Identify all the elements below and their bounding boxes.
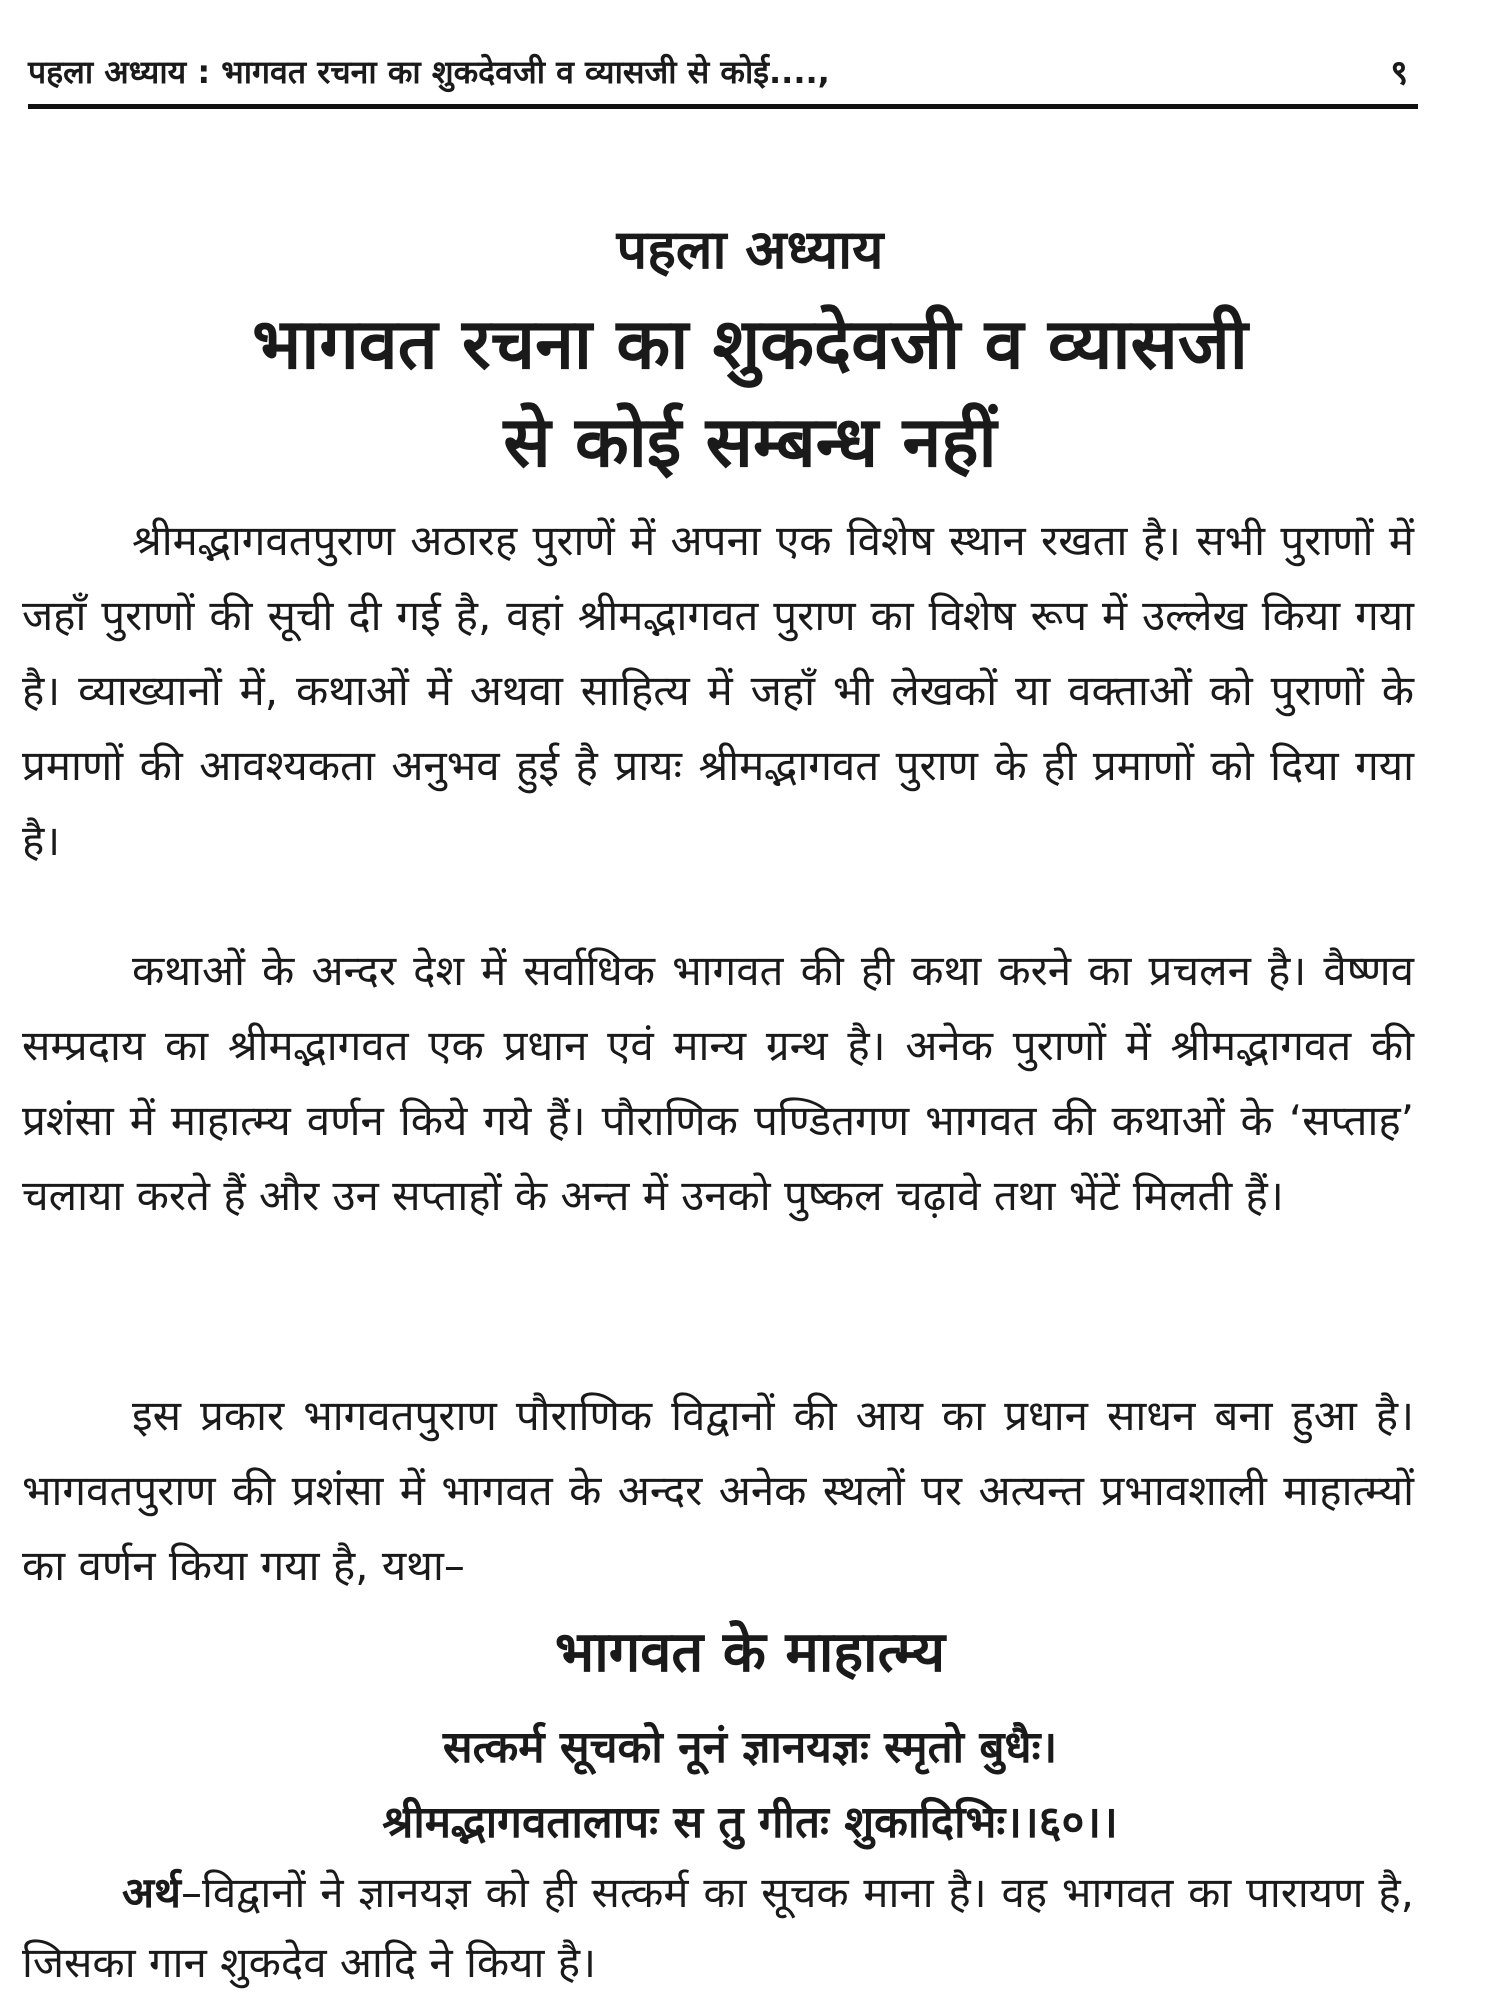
paragraph-2: कथाओं के अन्दर देश में सर्वाधिक भागवत की ही कथा करने का प्रचलन है। वैष्णव सम्प्रदाय का श्रीमद्भागवत एक प्रधान एवं मान्य ग्रन्थ है। अनेक पुराणों में श्रीमद्भागवत की प्रशंसा में माहात्म्य वर्णन किये गये हैं। पौराणिक पण्डितगण भागवत की कथाओं के ‘सप्ताह’ चलाया करते हैं और उन सप्ताहों के अन्त में उनको पुष्कल चढ़ावे तथा भेंटें मिलती हैं। [22, 946, 1414, 1220]
chapter-label: पहला अध्याय [616, 218, 884, 281]
meaning-text: –विद्वानों ने ज्ञानयज्ञ को ही सत्कर्म का सूचक माना है। वह भागवत का पारायण है, जिसका गान शुकदेव आदि ने किया है। [22, 1868, 1414, 1987]
chapter-title-line-2: से कोई सम्बन्ध नहीं [503, 401, 997, 483]
chapter-title-line-1: भागवत रचना का शुकदेवजी व व्यासजी [252, 303, 1248, 385]
verse-line-2: श्रीमद्भागवतालापः स तु गीतः शुकादिभिः।।६०।। [382, 1797, 1118, 1848]
running-header [28, 44, 1418, 109]
paragraph-1: श्रीमद्भागवतपुराण अठारह पुराणें में अपना एक विशेष स्थान रखता है। सभी पुराणों में जहाँ पुराणों की सूची दी गई है, वहां श्रीमद्भागवत पुराण का विशेष रूप में उल्लेख किया गया है। व्याख्यानों में, कथाओं में अथवा साहित्य में जहाँ भी लेखकों या वक्ताओं को पुराणों के प्रमाणों की आवश्यकता अनुभव हुई है प्रायः श्रीमद्भागवत पुराण के ही प्रमाणों को दिया गया है। [22, 516, 1414, 865]
running-title: पहला अध्याय : भागवत रचना का शुकदेवजी व व्यासजी से कोई...., [28, 53, 830, 91]
page-number: ९ [1390, 53, 1408, 93]
verse-line-1: सत्कर्म सूचको नूनं ज्ञानयज्ञः स्मृतो बुधैः। [442, 1722, 1058, 1773]
section-heading: भागवत के माहात्म्य [554, 1620, 946, 1685]
paragraph-3: इस प्रकार भागवतपुराण पौराणिक विद्वानों की आय का प्रधान साधन बना हुआ है। भागवतपुराण की प्रशंसा में भागवत के अन्दर अनेक स्थलों पर अत्यन्त प्रभावशाली माहात्म्यों का वर्णन किया गया है, यथा– [22, 1391, 1414, 1590]
chapter-title [100, 295, 1400, 491]
meaning-label: अर्थ [122, 1868, 181, 1917]
verse-meaning [22, 1858, 1414, 1998]
